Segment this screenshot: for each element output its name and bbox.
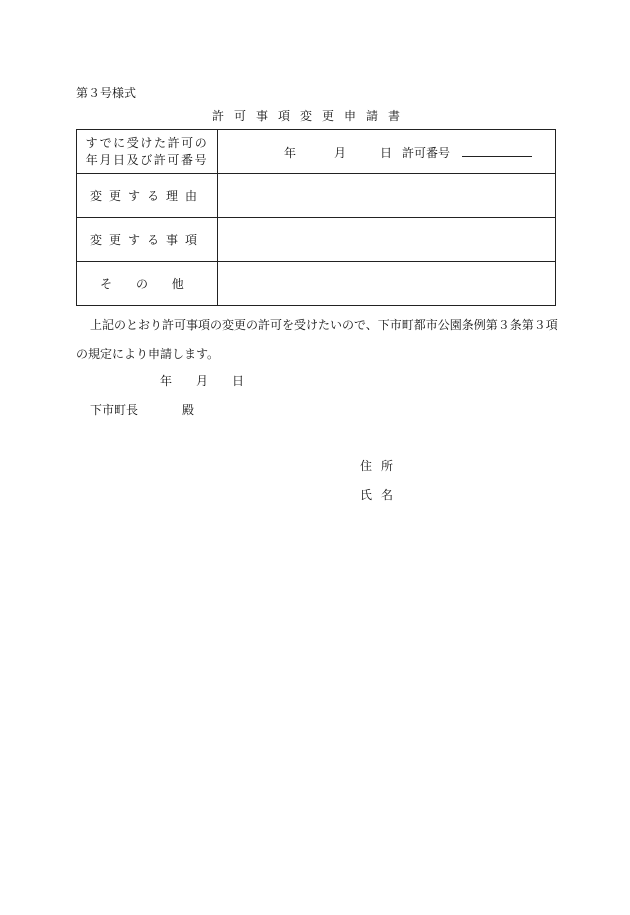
addressee-honorific: 殿 (182, 403, 195, 417)
other-label-cell (77, 262, 218, 306)
applicant-name-label: 氏名 (360, 488, 403, 502)
body-text-line2: の規定により申請します。 (76, 347, 220, 361)
addressee-name: 下市町長 (90, 403, 139, 417)
date-year-label: 年 (160, 374, 173, 388)
previous-permit-label-line1: すでに受けた許可の (85, 135, 209, 150)
previous-permit-label-cell (77, 130, 218, 174)
table-row-other (77, 262, 556, 306)
permit-number-label: 許可番号 (402, 146, 451, 160)
other-value-cell[interactable] (218, 262, 556, 306)
body-text-line1: 上記のとおり許可事項の変更の許可を受けたいので、下市町都市公園条例第３条第３項 (90, 318, 558, 332)
other-label: そ の 他 (100, 277, 194, 291)
form-number: 第３号様式 (76, 86, 137, 100)
table-row-reason (77, 174, 556, 218)
previous-permit-label-line2: 年月日及び許可番号 (85, 152, 209, 167)
application-table (76, 129, 556, 306)
reason-label: 変更する理由 (89, 189, 204, 203)
permit-year-label: 年 (284, 146, 297, 160)
reason-label-cell (77, 174, 218, 218)
reason-value-cell[interactable] (218, 174, 556, 218)
permit-month-label: 月 (334, 146, 347, 160)
changes-label: 変更する事項 (89, 233, 204, 247)
changes-value-cell[interactable] (218, 218, 556, 262)
table-row-previous-permit (77, 130, 556, 174)
date-month-label: 月 (196, 374, 209, 388)
date-day-label: 日 (232, 374, 245, 388)
table-row-changes (77, 218, 556, 262)
previous-permit-value-cell[interactable] (218, 130, 556, 174)
permit-number-blank[interactable] (462, 156, 532, 157)
permit-day-label: 日 (380, 146, 393, 160)
changes-label-cell (77, 218, 218, 262)
document-title: 許可事項変更申請書 (212, 109, 411, 123)
applicant-address-label: 住所 (360, 459, 403, 473)
